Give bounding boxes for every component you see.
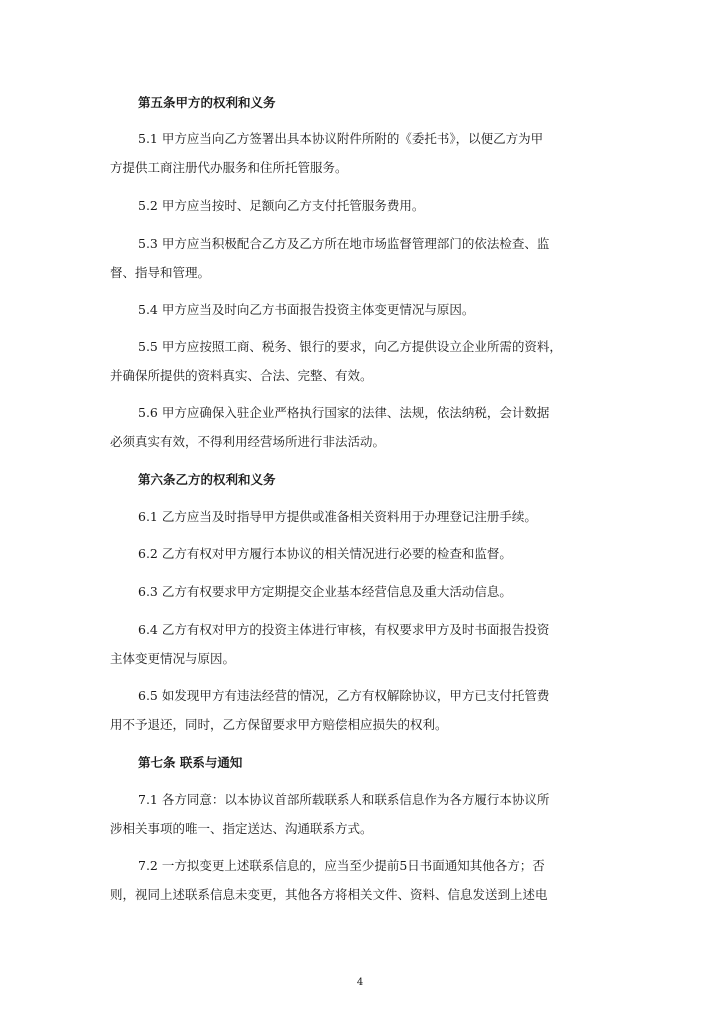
- clause-6-3: [110, 584, 610, 600]
- clause-5-2: [110, 198, 610, 214]
- clause-line: 6.1 乙方应当及时指导甲方提供或准备相关资料用于办理登记注册手续。: [138, 509, 537, 524]
- clause-line: 6.2 乙方有权对甲方履行本协议的相关情况进行必要的检查和监督。: [138, 546, 512, 561]
- clause-line: 主体变更情况与原因。: [110, 651, 236, 666]
- clause-5-5: [110, 339, 610, 384]
- section-heading-5: 第五条甲方的权利和义务: [138, 95, 276, 110]
- clause-5-3: [110, 236, 610, 281]
- clause-line: 并确保所提供的资料真实、合法、完整、有效。: [110, 368, 373, 383]
- clause-line: 则，视同上述联系信息未变更，其他各方将相关文件、资料、信息发送到上述电: [110, 887, 548, 902]
- clause-line: 6.5 如发现甲方有违法经营的情况，乙方有权解除协议，甲方已支付托管费: [138, 688, 550, 703]
- clause-line: 必须真实有效，不得利用经营场所进行非法活动。: [110, 434, 386, 449]
- clause-5-6: [110, 405, 610, 450]
- clause-line: 用不予退还，同时，乙方保留要求甲方赔偿相应损失的权利。: [110, 717, 448, 732]
- clause-7-2: [110, 858, 610, 903]
- clause-6-2: [110, 546, 610, 562]
- clause-6-5: [110, 688, 610, 733]
- page-number: 4: [356, 977, 364, 988]
- clause-line: 督、指导和管理。: [110, 265, 211, 280]
- clause-line: 7.1 各方同意：以本协议首部所载联系人和联系信息作为各方履行本协议所: [138, 792, 550, 807]
- clause-6-1: [110, 509, 610, 525]
- clause-line: 5.3 甲方应当积极配合乙方及乙方所在地市场监督管理部门的依法检查、监: [138, 236, 550, 251]
- clause-line: 5.6 甲方应确保入驻企业严格执行国家的法律、法规，依法纳税，会计数据: [138, 405, 550, 420]
- clause-6-4: [110, 622, 610, 667]
- clause-7-1: [110, 792, 610, 837]
- section-heading-7: 第七条 联系与通知: [138, 755, 243, 770]
- clause-5-1: [110, 131, 610, 176]
- clause-line: 涉相关事项的唯一、指定送达、沟通联系方式。: [110, 821, 373, 836]
- clause-line: 5.2 甲方应当按时、足额向乙方支付托管服务费用。: [138, 198, 425, 213]
- section-heading-6: 第六条乙方的权利和义务: [138, 472, 276, 487]
- clause-line: 6.4 乙方有权对甲方的投资主体进行审核，有权要求甲方及时书面报告投资: [138, 622, 550, 637]
- clause-line: 方提供工商注册代办服务和住所托管服务。: [110, 160, 348, 175]
- clause-line: 5.4 甲方应当及时向乙方书面报告投资主体变更情况与原因。: [138, 302, 475, 317]
- clause-line: 7.2 一方拟变更上述联系信息的，应当至少提前5日书面通知其他各方；否: [138, 858, 545, 873]
- clause-5-4: [110, 302, 610, 318]
- clause-line: 5.1 甲方应当向乙方签署出具本协议附件所附的《委托书》，以便乙方为甲: [138, 131, 544, 146]
- clause-line: 6.3 乙方有权要求甲方定期提交企业基本经营信息及重大活动信息。: [138, 584, 512, 599]
- clause-line: 5.5 甲方应按照工商、税务、银行的要求，向乙方提供设立企业所需的资料，: [138, 339, 562, 354]
